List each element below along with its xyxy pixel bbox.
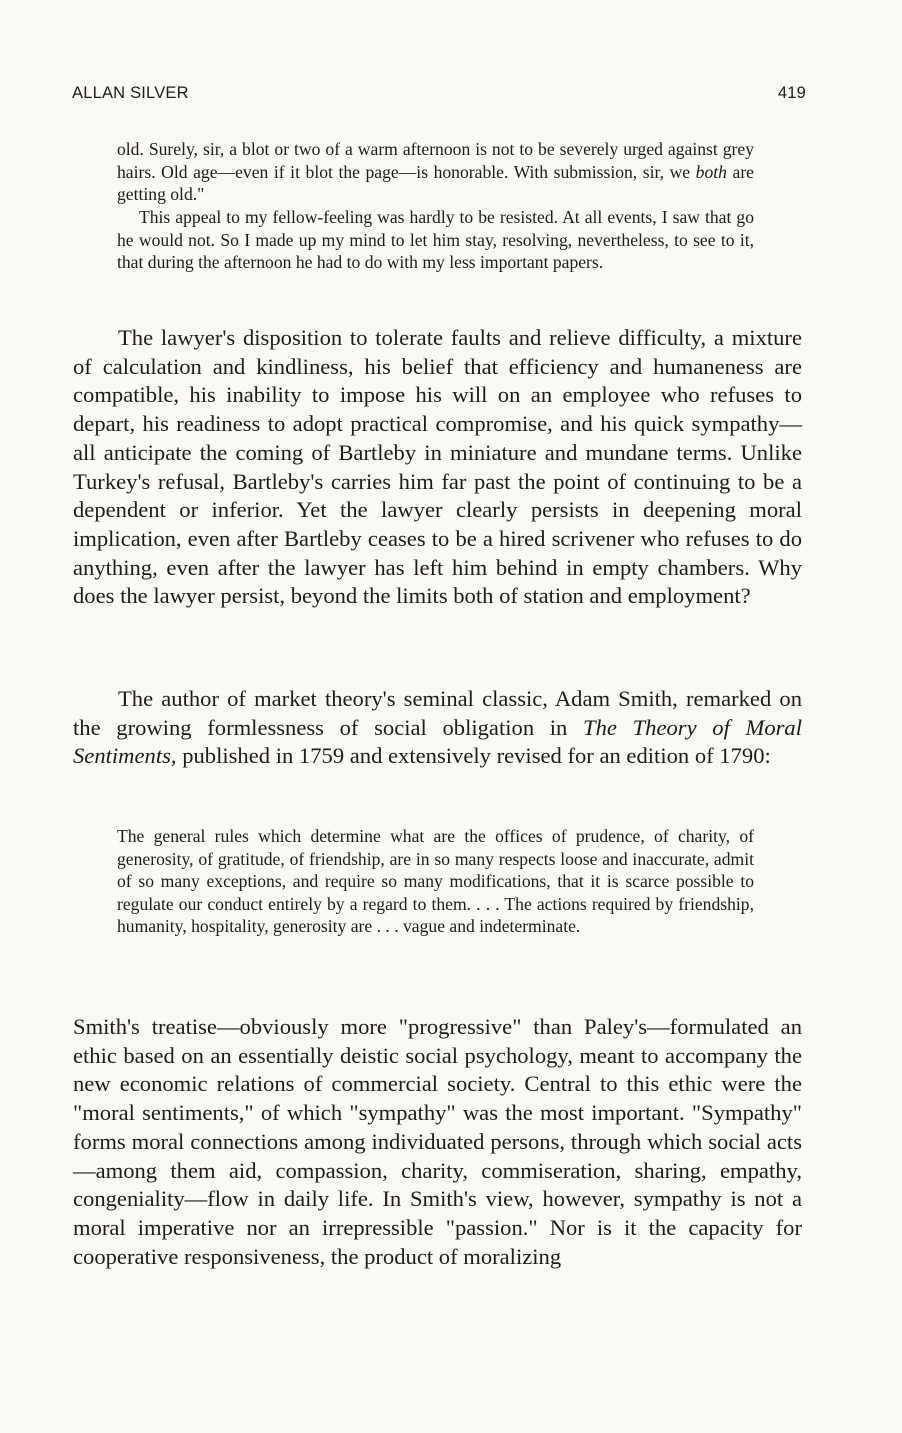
body-paragraph [73,685,802,771]
block-quote-continuation [117,138,754,206]
quote-text-part: old. Surely, sir, a blot or two of a warm afternoon is not to be severely urged against grey hairs. Old age—even if it blot the page—is honorable. With submission, sir, we [117,139,754,182]
quote-text-part: are getting old." [117,161,754,205]
emphasis-both: both [695,161,727,182]
paragraph-text-part: The author of market theory's seminal classic, Adam Smith, remarked on the growing formlessness of social obligation in [73,686,802,740]
block-quote-smith: The general rules which determine what are the offices of prudence, of charity, of generosity, of gratitude, of friendship, are in so many respects loose and inaccurate, admit of so many exceptions, and require so many modifications, that it is scarce possible to regulate our conduct entirely by a regard to them. . . . The actions required by friendship, humanity, hospitality, generosity are . . . vague and indeterminate. [117,826,754,937]
body-paragraph: The lawyer's disposition to tolerate faults and relieve difficulty, a mixture of calculation and kindliness, his belief that efficiency and humaneness are compatible, his inability to impose his will on an employee who refuses to depart, his readiness to adopt practical compromise, and his quick sympathy—all anticipate the coming of Bartleby in miniature and mundane terms. Unlike Turkey's refusal, Bartleby's carries him far past the point of continuing to be a dependent or inferior. Yet the lawyer clearly persists in deepening moral implication, even after Bartleby ceases to be a hired scrivener who refuses to do anything, even after the lawyer has left him behind in empty chambers. Why does the lawyer persist, beyond the limits both of station and employment? [73,325,802,609]
page-number: 419 [777,84,806,102]
running-head-author: ALLAN SILVER [72,84,189,102]
body-paragraph: Smith's treatise—obviously more "progressive" than Paley's—formulated an ethic based on an essentially deistic social psychology, meant to accompany the new economic relations of commercial society. Central to this ethic were the "moral sentiments," of which "sympathy" was the most important. "Sympathy" forms moral connections among individuated persons, through which social acts—among them aid, compassion, charity, commiseration, sharing, empathy, congeniality—flow in daily life. In Smith's view, however, sympathy is not a moral imperative nor an irrepressible "passion." Nor is it the capacity for cooperative responsiveness, the product of moralizing [73,1014,802,1269]
book-title: The Theory of Moral Sentiments, [73,714,802,769]
block-quote-paragraph: This appeal to my fellow-feeling was hardly to be resisted. At all events, I saw that go he would not. So I made up my mind to let him stay, resolving, nevertheless, to see to it, that during the afternoon he had to do with my less important papers. [117,207,754,273]
paragraph-text-part: published in 1759 and extensively revised for an edition of 1790: [176,743,771,769]
